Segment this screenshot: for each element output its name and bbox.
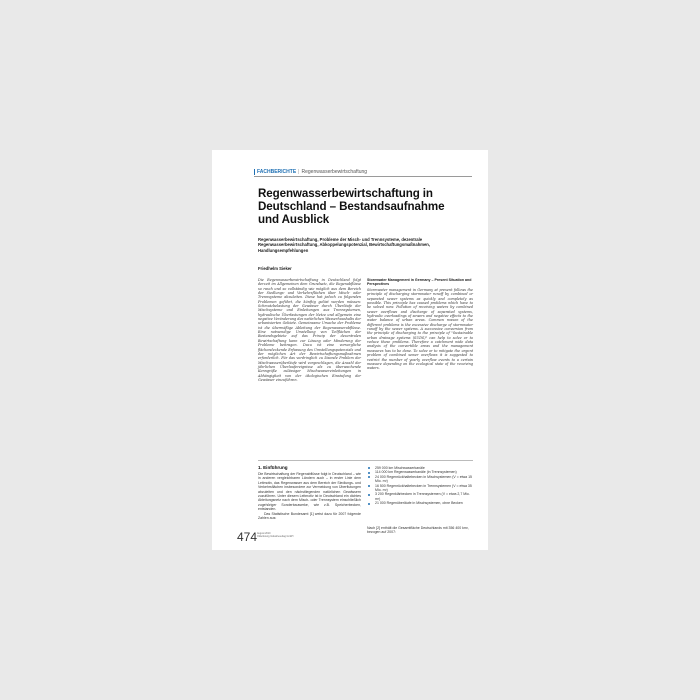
list-item: [367, 475, 473, 484]
section-heading: 1. Einführung: [258, 465, 288, 470]
list-item: [367, 501, 473, 505]
list-item: [367, 492, 473, 501]
list-item: [367, 484, 473, 493]
section-topic: Regenwasserbewirtschaftung: [301, 169, 368, 175]
section-header: [254, 169, 367, 175]
bullet-icon: [368, 485, 370, 487]
section-marker: [254, 169, 255, 175]
header-rule: [254, 176, 472, 177]
list-item-text: 16 500 Regenrückhaltebecken in Trennsystemen (V = etwa 35 Mio. m³): [375, 483, 472, 493]
abstract-german: Die Regenwasserbewirtschaftung in Deutschland folgt derzeit im Allgemeinen dem Grundsatz, die Regenabflüsse so rasch und so vollständig wie möglich aus dem Bereich der Siedlungs- und Verkehrsflächen über Misch- oder Trennsysteme abzuleiten. Diese hat jedoch zu folgenden Problemen geführt, die künftig gelöst werden müssen: Schmutzbelastung der Gewässer durch Überläufe der Mischsysteme und Einleitungen aus Trennsystemen, hydraulische Überlastungen der Netze und allgemein eine negative Veränderung des natürlichen Wasserhaushalts der urbanisierten Gebiete. Gemeinsame Ursache der Probleme ist die übermäßige Ableitung der Regenwasserabflüsse. Eine notwendige Umstellung von Teilflächen der Bestandsgebiete auf das Prinzip der dezentralen Bewirtschaftung kann zur Lösung oder Minderung der Probleme beitragen. Dazu ist eine vorsorgliche flächendeckende Erfassung des Umstellungspotenzials und der möglichen Art der Bewirtschaftungsmaßnahmen erforderlich. Für das vordringlich zu lösende Problem der Mischwasserüberläufe wird vorgeschlagen, die Anzahl der jährlichen Überlaufereignisse als zu überwachende Kenngröße zulässiger Mischwassereinleitungen in Abhängigkeit von der ökologischen Einstufung der Gewässer einzuführen.: [258, 278, 361, 382]
header-separator: |: [298, 169, 300, 175]
imprint-line: Oldenbourg Industrieverlag GmbH: [257, 535, 294, 538]
body-text: [258, 472, 361, 520]
list-item-text: 24 000 Regenrückhaltebecken in Mischsystemen (V = etwa 15 Mio. m³): [375, 474, 472, 484]
bullet-icon: [368, 494, 370, 496]
page-number: 474: [237, 530, 258, 544]
statistics-list: [367, 466, 473, 506]
article-author: Friedhelm Sieker: [258, 266, 292, 271]
abstract-english: Stormwater management in Germany at present follows the principle of discharging stormwater runoff by combined or separated sewer systems as quickly and completely as possible. This principle has caused problems which have to be solved now: Pollution of receiving waters by combined sewer overflows and discharge of separated systems, hydraulic overloadings of sewers and negative effects to the water balance of urban areas. Common reason of the different problems is the excessive discharge of stormwater runoff by the sewer systems. A successive conversion from the principle of discharging to the principle of "Sustainable urban drainage systems (SUDS)" can help to solve or to reduce these problems. Therefore a catchment wide data analysis of the convertible areas and the management measures has to be done. To solve or to mitigate the urgent problem of combined sewer overflows it is suggested to restrict the number of yearly overflow events to a certain measure depending on the ecological state of the receiving waters.: [367, 288, 473, 371]
list-item-text: 114 000 km Regenwasserkanäle (in Trennsystemen): [375, 470, 457, 475]
imprint-line: August 2010: [257, 532, 271, 535]
abstract-english-title: Stormwater Management in Germany – Present Situation and Perspectives: [367, 278, 472, 287]
list-item-text: 21 000 Regenüberläufe in Mischsystemen, ohne Becken: [375, 501, 463, 506]
bullet-icon: [368, 467, 370, 469]
list-item-text: 259 000 km Mischwasserkanäle: [375, 466, 425, 470]
journal-page: [212, 150, 488, 550]
section-divider: [258, 460, 473, 461]
body-paragraph: Das Statistische Bundesamt [1] weist dazu für 2007 folgende Zahlen aus:: [258, 511, 361, 521]
imprint: [257, 532, 293, 538]
body-paragraph: Die Bewirtschaftung der Regenabflüsse folgt in Deutschland – wie in anderen vergleichbaren Ländern auch – in erster Linie dem Leitmotiv, das Regenwasser aus dem Bereich der Siedlungs- und Verkehrsflächen insbesondere zur Vermeidung von Überflutungen abzuleiten und den nächstliegenden natürlichen Gewässern zuzuführen. Unter diesem Leitmotiv ist in Deutschland ein dichtes Ableitungsnetz nach dem Misch- oder Trennsystem einschließlich zugehöriger Sonderbauwerke, wie z.B. Speicherbecken, entstanden.: [258, 472, 361, 512]
list-item-text: 3 200 Regenklärbecken in Trennsystemen (V = etwa 2,7 Mio. m³): [375, 492, 470, 501]
article-keywords: Regenwasserbewirtschaftung, Probleme der Misch- und Trennsysteme, dezentrale Regenwasserbewirtschaftung, Abkoppelungspotenzial, Bewirtschaftungsmaßnahmen, Handlungsempfehlungen: [258, 237, 431, 253]
bullet-icon: [368, 503, 370, 505]
section-kicker: FACHBERICHTE: [257, 169, 297, 175]
article-title: Regenwasserbewirtschaftung in Deutschland – Bestandsaufnahme und Ausblick: [258, 187, 445, 226]
bullet-icon: [368, 476, 370, 478]
body-text-continued: Nach [2] enthält die Gesamtfläche Deutschlands mit 356 400 km², bezogen auf 2007:: [367, 526, 469, 535]
bullet-icon: [368, 472, 370, 474]
